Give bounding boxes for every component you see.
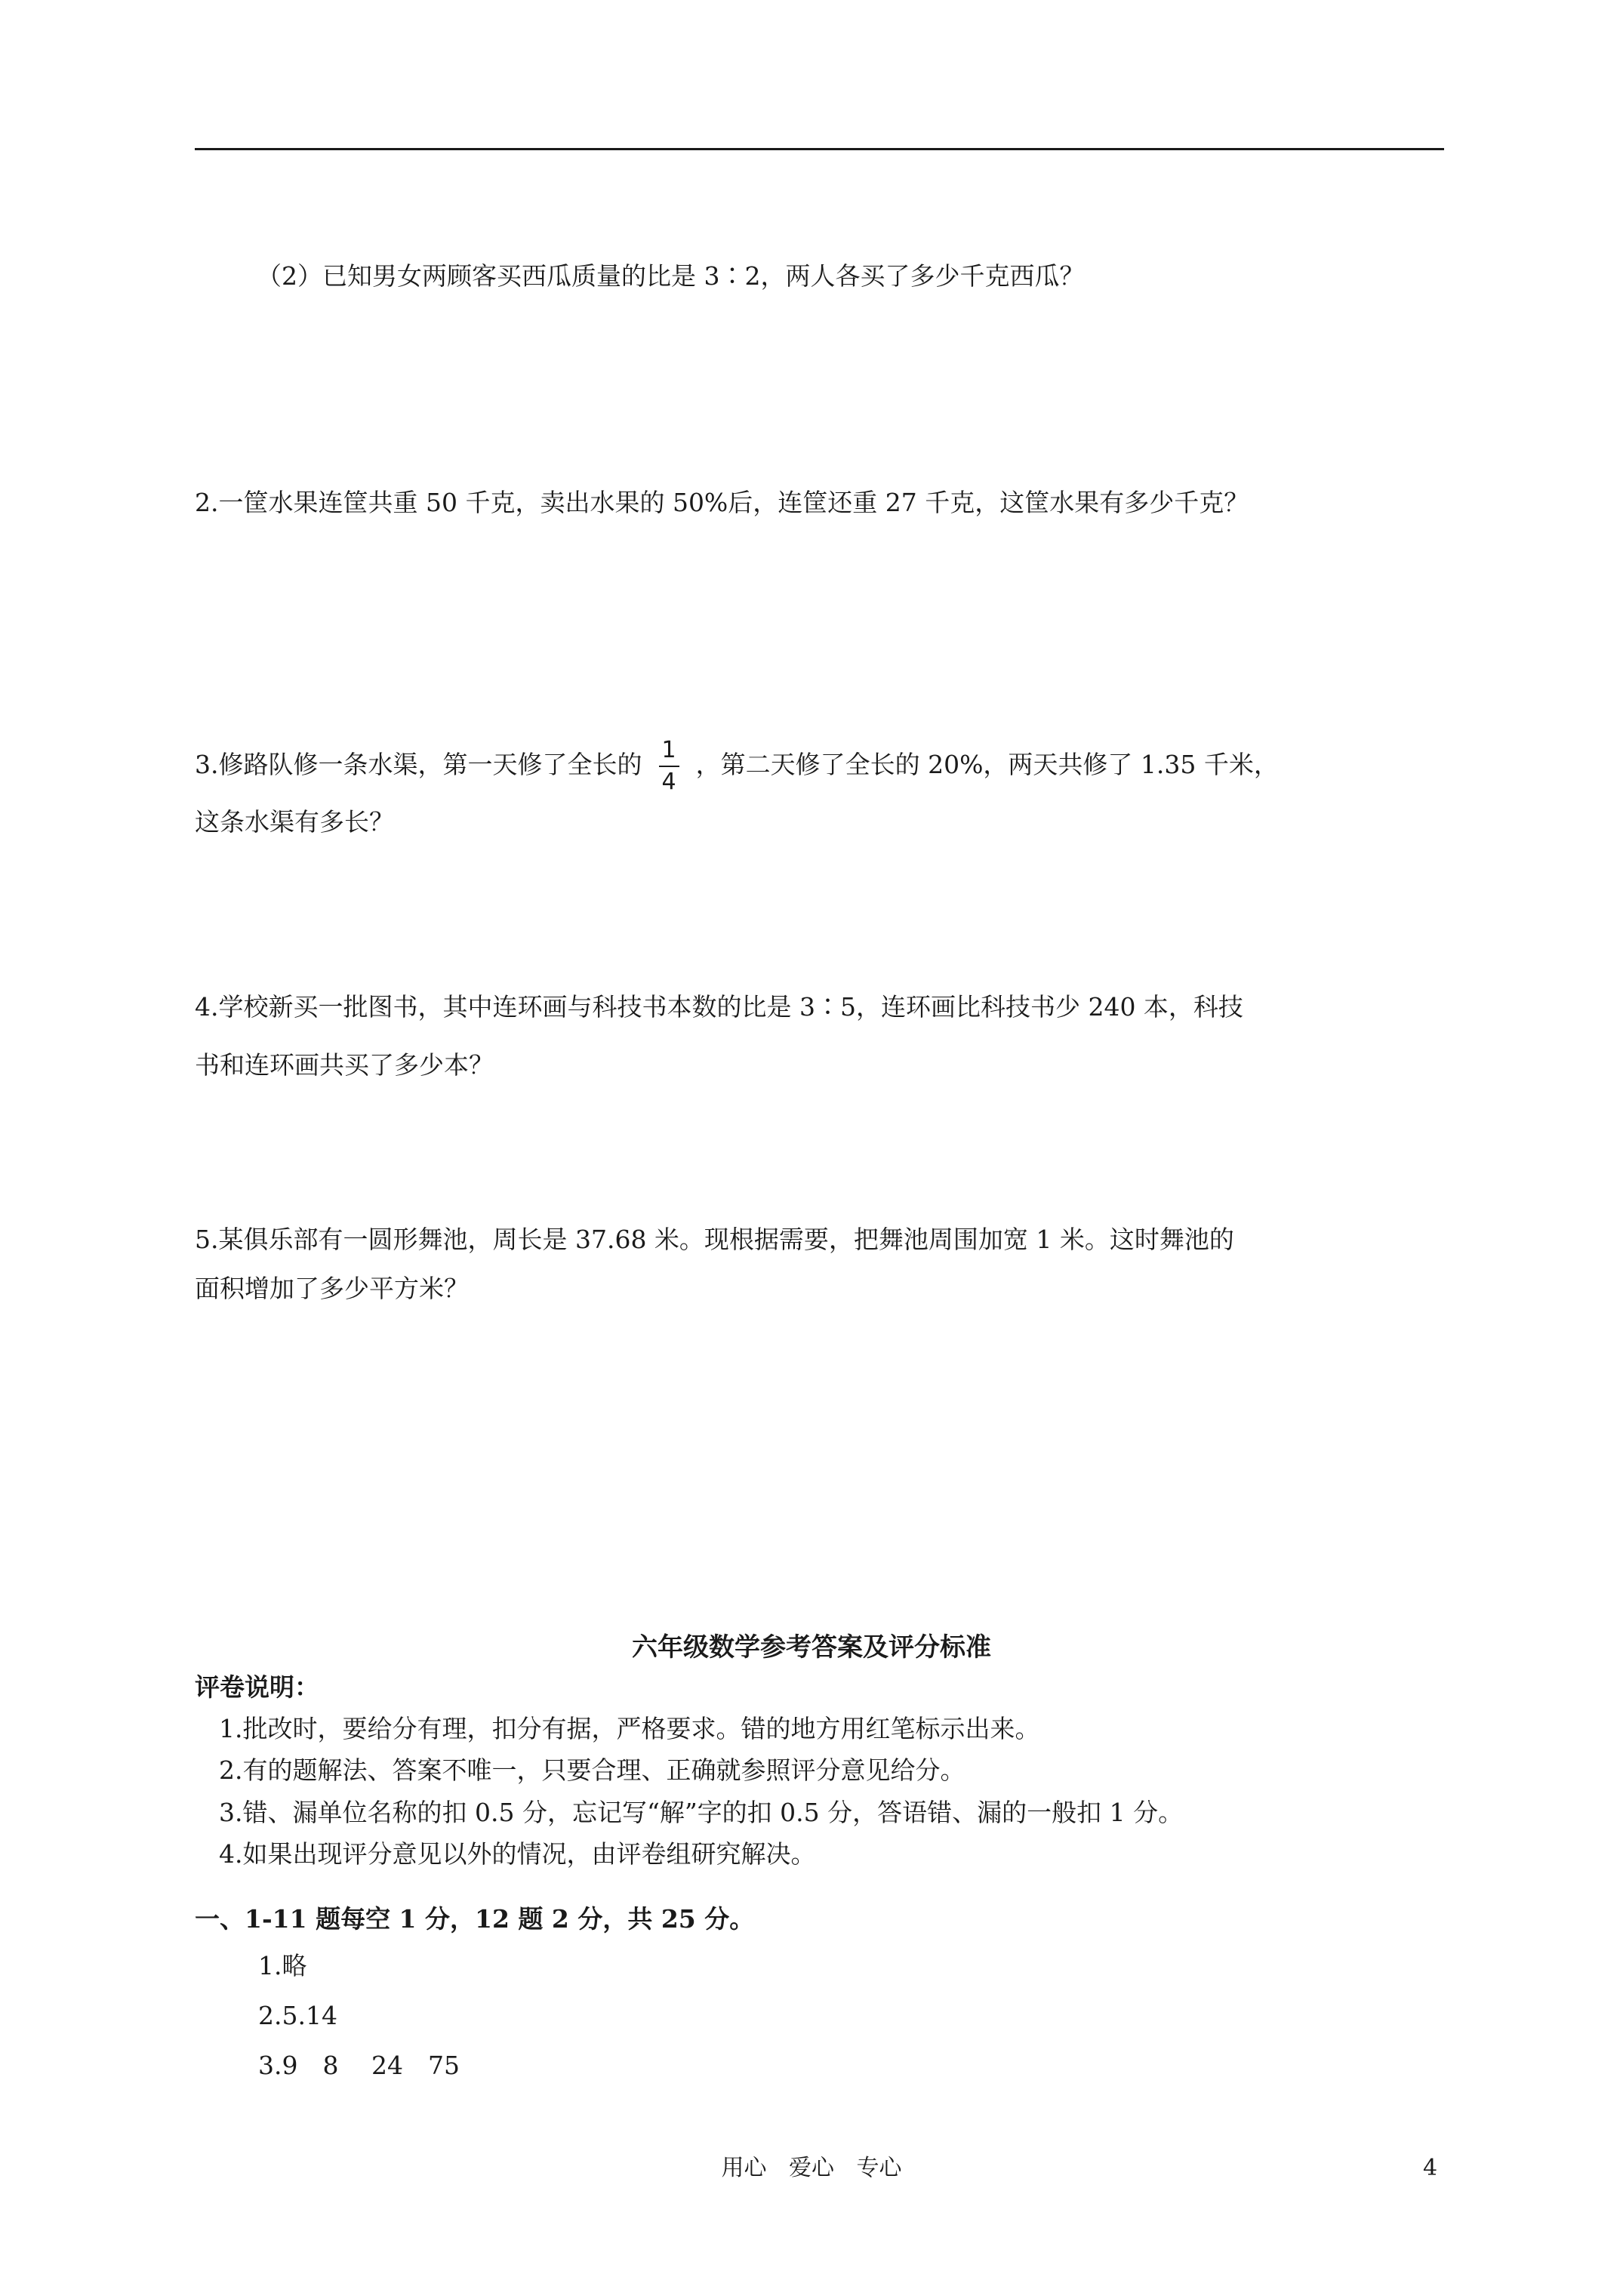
question-4-line-2: 书和连环画共买了多少本？ [195, 1050, 494, 1080]
answers-title: 六年级数学参考答案及评分标准 [632, 1632, 991, 1663]
question-3-text-after: ，第二天修了全长的 20%，两天共修了 1.35 千米， [695, 750, 1279, 779]
page-number: 4 [1423, 2155, 1438, 2181]
question-3-line-2: 这条水渠有多长？ [195, 807, 394, 837]
grading-notes-heading: 评卷说明： [195, 1672, 319, 1702]
question-2: 2.一筐水果连筐共重 50 千克，卖出水果的 50%后，连筐还重 27 千克，这筐水果有多少千克？ [195, 488, 1249, 517]
question-4-line-1: 4.学校新买一批图书，其中连环画与科技书本数的比是 3∶5，连环画比科技书少 240 本，科技 [195, 992, 1243, 1022]
grading-note-1: 1.批改时，要给分有理，扣分有据，严格要求。错的地方用红笔标示出来。 [219, 1714, 1040, 1743]
footer-motto: 用心 爱心 专心 [721, 2155, 902, 2181]
section-1-answer-1: 1.略 [258, 1951, 307, 1980]
section-1-answer-3: 3.9 8 24 75 [258, 2051, 460, 2080]
question-5-line-2: 面积增加了多少平方米？ [195, 1274, 469, 1303]
question-3-text-before: 3.修路队修一条水渠，第一天修了全长的 [195, 750, 642, 779]
question-3-line-1 [195, 737, 1279, 796]
grading-note-3: 3.错、漏单位名称的扣 0.5 分，忘记写“解”字的扣 0.5 分，答语错、漏的一般扣 1 分。 [219, 1798, 1184, 1827]
section-1-answer-2: 2.5.14 [258, 2001, 337, 2030]
header-rule [195, 148, 1444, 150]
section-1-heading: 一、1-11 题每空 1 分，12 题 2 分，共 25 分。 [195, 1904, 755, 1934]
fraction-numerator: 1 [661, 737, 676, 763]
fraction-denominator: 4 [661, 769, 676, 795]
question-5-line-1: 5.某俱乐部有一圆形舞池，周长是 37.68 米。现根据需要，把舞池周围加宽 1 米。这时舞池的 [195, 1225, 1234, 1254]
fraction-bar [659, 766, 679, 767]
fraction-one-quarter [659, 737, 679, 796]
grading-note-2: 2.有的题解法、答案不唯一，只要合理、正确就参照评分意见给分。 [219, 1755, 965, 1785]
question-1-part-2: （2）已知男女两顾客买西瓜质量的比是 3∶2，两人各买了多少千克西瓜？ [257, 261, 1085, 291]
grading-note-4: 4.如果出现评分意见以外的情况，由评卷组研究解决。 [219, 1839, 816, 1869]
